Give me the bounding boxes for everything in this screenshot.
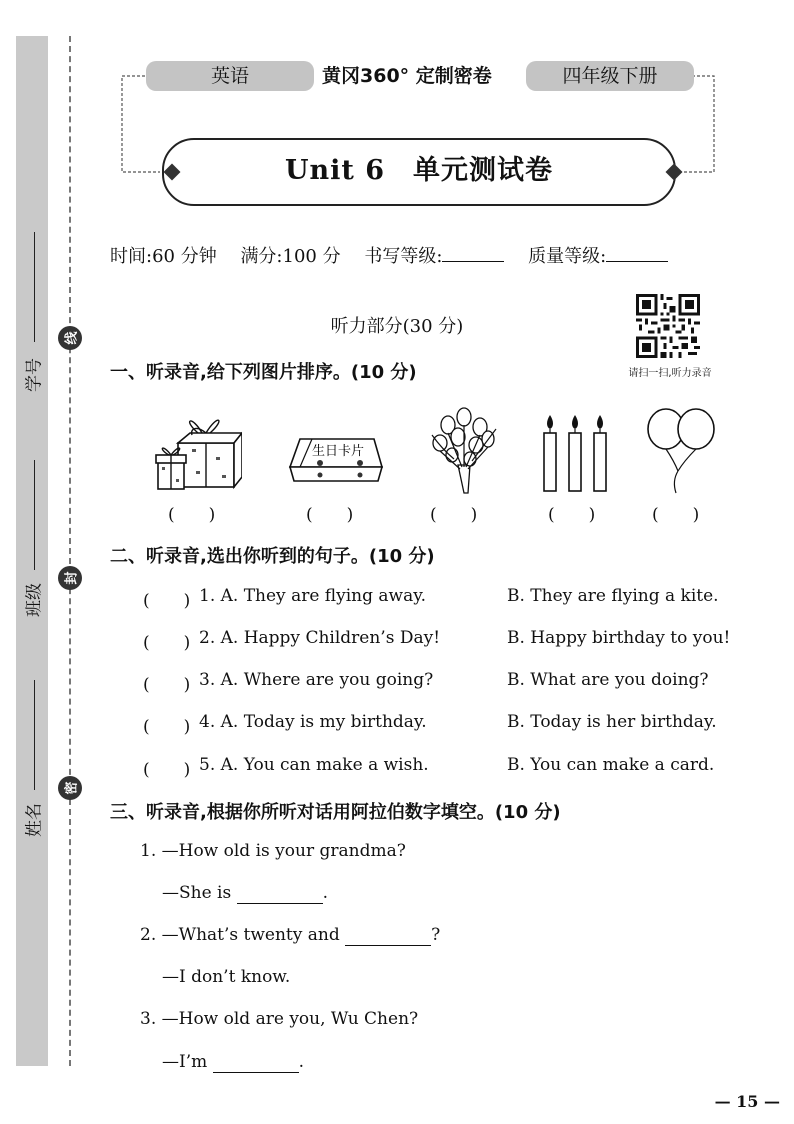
class-line [34, 460, 35, 570]
page-number: — 15 — [714, 1092, 780, 1111]
picture-answer-4[interactable]: ( ) [548, 505, 596, 525]
section1-heading: 一、听录音,给下列图片排序。(10 分) [110, 362, 417, 383]
q2-question-suffix: ? [431, 925, 441, 945]
answer-blank[interactable]: ( ) [143, 760, 191, 780]
q1-answer-prefix: —She is [162, 883, 232, 903]
q3-question: 3. —How old are you, Wu Chen? [140, 1009, 419, 1029]
q3-answer-line [162, 1052, 304, 1073]
exam-info [110, 242, 668, 268]
option-a: 2. A. Happy Children’s Day! [199, 628, 441, 648]
seal-mark-seal: 封 [58, 566, 82, 590]
q1-answer-line [162, 883, 328, 904]
option-a: 4. A. Today is my birthday. [199, 712, 427, 732]
option-b: B. Today is her birthday. [507, 712, 717, 732]
question-row [143, 670, 733, 696]
answer-blank[interactable]: ( ) [143, 633, 191, 653]
seal-mark-secret: 密 [58, 776, 82, 800]
subject-tag: 英语 [146, 61, 314, 91]
candles-picture [532, 405, 622, 495]
q2-answer: —I don’t know. [162, 967, 291, 987]
writing-grade-label: 书写等级: [364, 246, 443, 267]
answer-blank[interactable]: ( ) [143, 591, 191, 611]
answer-blank[interactable]: ( ) [143, 717, 191, 737]
picture-answer-1[interactable]: ( ) [168, 505, 216, 525]
q3-blank[interactable] [213, 1052, 299, 1073]
section2-heading: 二、听录音,选出你听到的句子。(10 分) [110, 546, 435, 567]
listening-heading: 听力部分(30 分) [330, 316, 464, 337]
section3-heading: 三、听录音,根据你所听对话用阿拉伯数字填空。(10 分) [110, 802, 561, 823]
answer-blank[interactable]: ( ) [143, 675, 191, 695]
balloons-picture [640, 405, 730, 495]
quality-grade-label: 质量等级: [528, 246, 607, 267]
gift-boxes-picture [152, 405, 242, 495]
page-title: Unit 6 单元测试卷 [162, 138, 676, 206]
grade-tag: 四年级下册 [526, 61, 694, 91]
question-row [143, 712, 733, 738]
qr-code-icon[interactable] [636, 294, 700, 358]
option-b: B. They are flying a kite. [507, 586, 719, 606]
question-row [143, 755, 733, 781]
picture-answer-2[interactable]: ( ) [306, 505, 354, 525]
seal-mark-line: 线 [58, 326, 82, 350]
question-row [143, 586, 733, 612]
q3-answer-suffix: . [298, 1052, 305, 1072]
q2-question-line [140, 925, 440, 946]
time-info: 时间:60 分钟 [110, 246, 217, 267]
flower-bouquet-picture [418, 405, 508, 495]
birthday-card-picture [282, 405, 392, 495]
quality-grade-blank[interactable] [606, 261, 668, 262]
qr-caption: 请扫一扫,听力录音 [628, 368, 712, 379]
writing-grade-blank[interactable] [442, 261, 504, 262]
q2-blank[interactable] [345, 925, 431, 946]
option-b: B. You can make a card. [507, 755, 715, 775]
q2-question-prefix: 2. —What’s twenty and [140, 925, 340, 945]
option-a: 5. A. You can make a wish. [199, 755, 429, 775]
option-a: 1. A. They are flying away. [199, 586, 426, 606]
score-info: 满分:100 分 [240, 246, 341, 267]
q1-question: 1. —How old is your grandma? [140, 841, 406, 861]
option-b: B. Happy birthday to you! [507, 628, 731, 648]
q1-answer-suffix: . [322, 883, 329, 903]
student-no-label: 学号 [24, 358, 45, 392]
name-label: 姓名 [24, 803, 45, 837]
picture-answer-3[interactable]: ( ) [430, 505, 478, 525]
series-title: 黄冈360° 定制密卷 [322, 65, 492, 87]
option-b: B. What are you doing? [507, 670, 709, 690]
class-label: 班级 [24, 583, 45, 617]
q1-blank[interactable] [237, 883, 323, 904]
question-row [143, 628, 733, 654]
q3-answer-prefix: —I’m [162, 1052, 208, 1072]
picture-answer-5[interactable]: ( ) [652, 505, 700, 525]
option-a: 3. A. Where are you going? [199, 670, 434, 690]
card-text: 生日卡片 [311, 444, 365, 459]
name-line [34, 680, 35, 790]
